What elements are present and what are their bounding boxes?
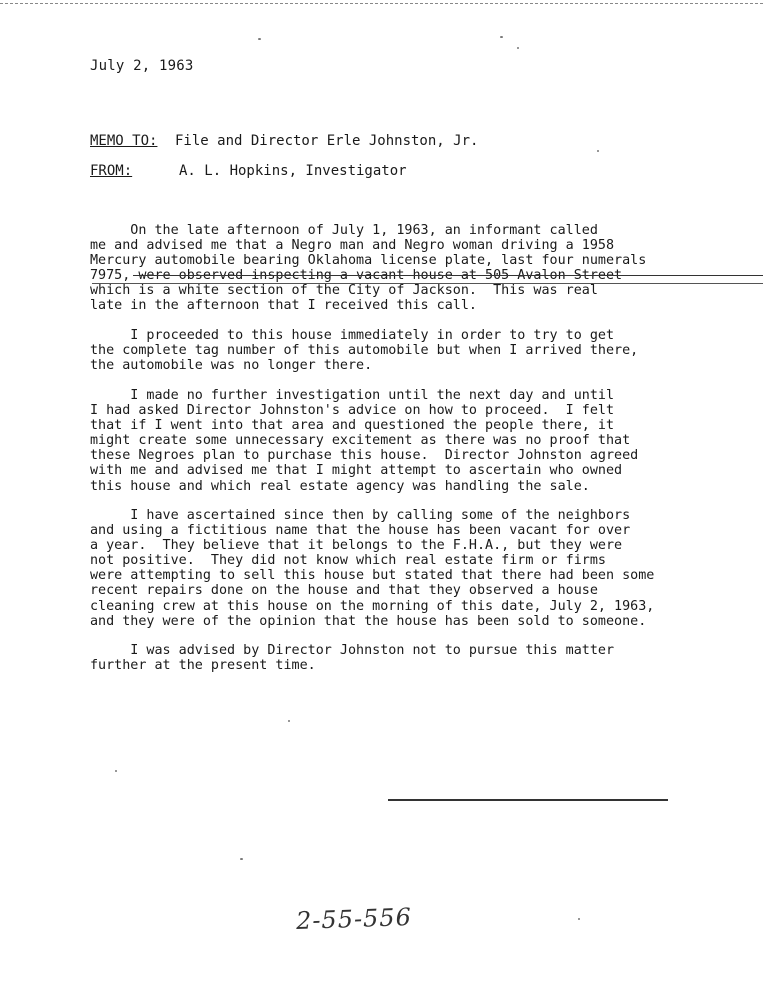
paragraph-4 (90, 508, 730, 629)
scan-speck (115, 770, 117, 772)
paragraph-line: cleaning crew at this house on the morning of this date, July 2, 1963, (90, 598, 655, 614)
memo-to-line (90, 133, 478, 149)
paragraph-line: the automobile was no longer there. (90, 358, 373, 374)
paragraph-line: were attempting to sell this house but stated that there had been some (90, 568, 655, 584)
paragraph-line: Mercury automobile bearing Oklahoma license plate, last four numerals (90, 253, 647, 269)
paragraph-line: further at the present time. (90, 658, 316, 674)
paragraph-line: I was advised by Director Johnston not to pursue this matter (90, 643, 615, 658)
from-label: FROM: (90, 163, 133, 179)
paragraph-line: I have ascertained since then by calling some of the neighbors (90, 508, 631, 523)
paragraph-1 (90, 223, 730, 314)
paragraph-line: which is a white section of the City of Jackson. This was real (90, 283, 598, 299)
signature-line (388, 799, 668, 801)
scan-speck (240, 858, 243, 860)
paragraph-3 (90, 388, 730, 494)
paragraph-line: I had asked Director Johnston's advice on how to proceed. I felt (90, 403, 615, 419)
margin-rule-line (92, 283, 763, 284)
paragraph-line: and using a fictitious name that the house has been vacant for over (90, 523, 631, 539)
paragraph-line: recent repairs done on the house and that they observed a house (90, 583, 598, 599)
scan-speck (578, 918, 580, 920)
from-line (90, 163, 407, 179)
paragraph-line: the complete tag number of this automobile but when I arrived there, (90, 343, 639, 359)
paragraph-2 (90, 328, 730, 373)
strike-through-line (133, 275, 763, 276)
paragraph-line: On the late afternoon of July 1, 1963, an informant called (90, 223, 598, 238)
paragraph-line: I made no further investigation until the next day and until (90, 388, 615, 403)
from-value: A. L. Hopkins, Investigator (179, 163, 407, 179)
memo-to-label: MEMO TO: (90, 133, 158, 149)
handwritten-file-number: 2-55-556 (295, 902, 413, 936)
paragraph-line: a year. They believe that it belongs to the F.H.A., but they were (90, 538, 623, 554)
paragraph-line: and they were of the opinion that the house has been sold to someone. (90, 613, 647, 629)
paragraph-line: I proceeded to this house immediately in order to try to get (90, 328, 615, 343)
paragraph-line: with me and advised me that I might attempt to ascertain who owned (90, 463, 623, 479)
paragraph-line: not positive. They did not know which real estate firm or firms (90, 553, 606, 569)
scan-speck (500, 36, 503, 38)
memo-date: July 2, 1963 (90, 58, 194, 74)
scan-speck (597, 150, 599, 152)
scan-speck (517, 47, 519, 49)
scan-speck (288, 720, 290, 722)
paragraph-line: me and advised me that a Negro man and Negro woman driving a 1958 (90, 238, 615, 254)
memo-to-value: File and Director Erle Johnston, Jr. (175, 133, 479, 149)
paragraph-line: these Negroes plan to purchase this house. Director Johnston agreed (90, 448, 639, 464)
paragraph-line: late in the afternoon that I received this call. (90, 298, 477, 314)
paragraph-line: this house and which real estate agency was handling the sale. (90, 478, 590, 494)
scan-speck (258, 38, 261, 40)
paragraph-line: might create some unnecessary excitement as there was no proof that (90, 433, 631, 449)
paragraph-line: 7975, were observed inspecting a vacant house at 505 Avalon Street (90, 268, 623, 284)
top-border-rule (0, 3, 763, 4)
paragraph-5 (90, 643, 730, 673)
paragraph-line: that if I went into that area and questioned the people there, it (90, 418, 615, 434)
